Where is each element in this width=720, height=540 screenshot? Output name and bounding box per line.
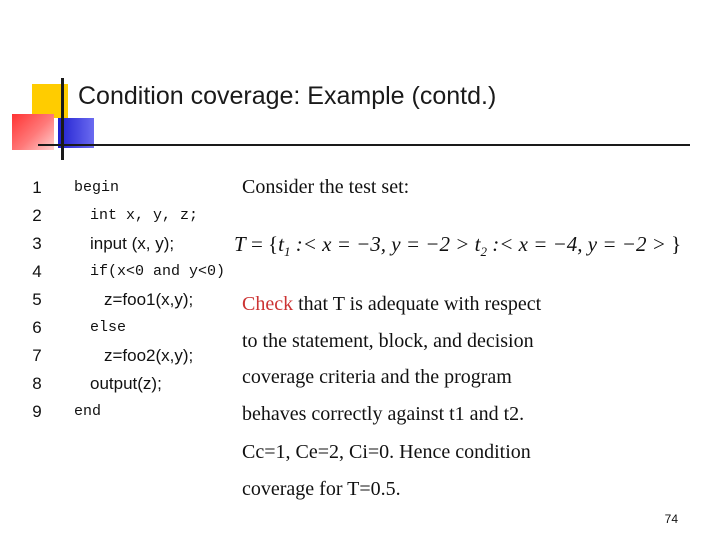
line-number: 4 bbox=[32, 262, 42, 281]
formula-close: } bbox=[665, 232, 682, 256]
line-number: 9 bbox=[32, 402, 42, 421]
line-number: 8 bbox=[32, 374, 42, 393]
code-text: else bbox=[90, 319, 127, 336]
code-line bbox=[0, 258, 240, 286]
result-line: coverage for T=0.5. bbox=[242, 478, 401, 500]
code-text: z=foo2(x,y); bbox=[104, 346, 194, 365]
formula-t2: t bbox=[474, 232, 481, 256]
formula-part1: :< x = −3, y = −2 > bbox=[290, 232, 475, 256]
code-text: end bbox=[74, 403, 102, 420]
line-number: 3 bbox=[32, 234, 42, 253]
code-text: input (x, y); bbox=[90, 234, 175, 253]
code-line bbox=[0, 398, 240, 426]
slide-title: Condition coverage: Example (contd.) bbox=[78, 82, 497, 110]
line-number: 7 bbox=[32, 346, 42, 365]
page-number: 74 bbox=[664, 512, 678, 526]
result-paragraph bbox=[242, 434, 682, 508]
check-line: behaves correctly against t1 and t2. bbox=[242, 402, 525, 425]
logo-vertical-line bbox=[61, 78, 64, 160]
code-text: z=foo1(x,y); bbox=[104, 290, 194, 309]
code-text: begin bbox=[74, 179, 120, 196]
check-line: to the statement, block, and decision bbox=[242, 329, 534, 352]
check-rest: that T is adequate with respect bbox=[293, 293, 542, 315]
code-text: output(z); bbox=[90, 374, 162, 393]
line-number: 2 bbox=[32, 206, 42, 225]
line-number: 6 bbox=[32, 318, 42, 337]
formula-t1: t bbox=[278, 232, 284, 256]
code-line bbox=[0, 370, 240, 398]
line-number: 1 bbox=[32, 178, 42, 197]
code-line bbox=[0, 230, 240, 258]
check-line: coverage criteria and the program bbox=[242, 366, 512, 388]
check-line bbox=[242, 286, 682, 323]
check-paragraph bbox=[242, 286, 682, 432]
formula-part2: :< x = −4, y = −2 > bbox=[486, 232, 666, 256]
formula-sub2: 2 bbox=[480, 244, 487, 260]
intro-text: Consider the test set: bbox=[242, 176, 410, 198]
formula-sub1: 1 bbox=[283, 244, 291, 260]
code-line bbox=[0, 342, 240, 370]
line-number: 5 bbox=[32, 290, 42, 309]
code-line bbox=[0, 286, 240, 314]
code-text: int x, y, z; bbox=[90, 207, 199, 224]
code-line bbox=[0, 174, 240, 202]
formula-T: T bbox=[234, 232, 246, 256]
title-underline bbox=[38, 144, 690, 146]
result-line: Cc=1, Ce=2, Ci=0. Hence condition bbox=[242, 441, 531, 463]
code-text: if(x<0 and y<0) bbox=[90, 263, 226, 280]
code-line bbox=[0, 314, 240, 342]
code-line bbox=[0, 202, 240, 230]
formula-eq-open: = { bbox=[245, 232, 279, 256]
check-word: Check bbox=[242, 293, 294, 315]
test-set-formula bbox=[234, 232, 681, 260]
